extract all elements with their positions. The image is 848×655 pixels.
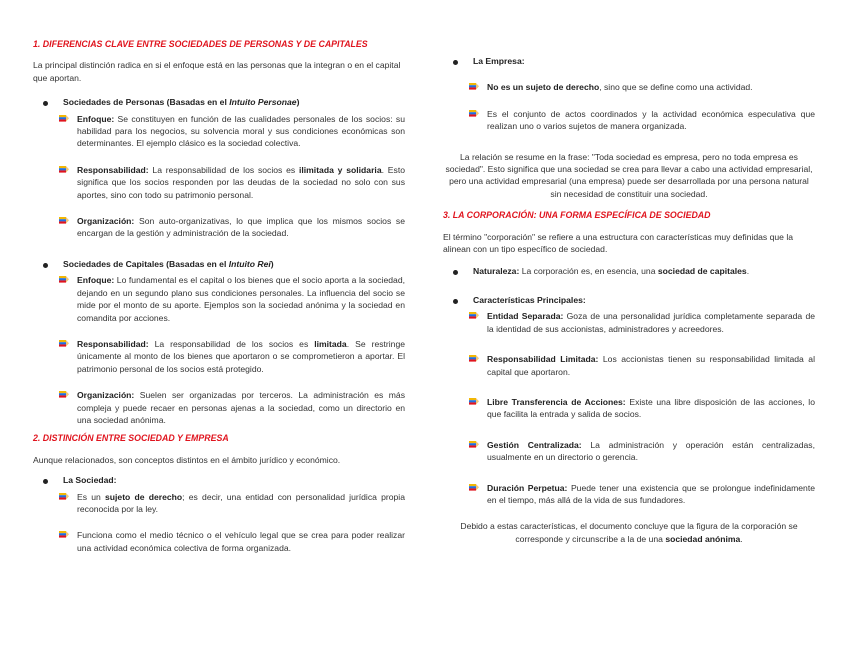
summary-paragraph: La relación se resume en la frase: "Toda sociedad es empresa, pero no toda empresa es sociedad". Esto significa que una sociedad se crea para llevar a cabo una actividad empresarial, pero una actividad empresarial (una empresa) puede ser desarrollada por una persona natural sin necesidad de constituir una sociedad. xyxy=(445,151,813,199)
pencil-icon xyxy=(59,530,69,540)
pencil-icon xyxy=(59,275,69,285)
list-item: Gestión Centralizada: La administración y operación están centralizadas, usualmente en un directorio o gerencia. xyxy=(465,439,815,464)
bullet-dot-icon xyxy=(43,263,48,268)
section-heading-3: 3. LA CORPORACIÓN: UNA FORMA ESPECÍFICA DE SOCIEDAD xyxy=(443,210,711,221)
pencil-icon xyxy=(469,311,479,321)
bullet-caracteristicas: Características Principales: xyxy=(443,294,815,306)
section-heading-1: 1. DIFERENCIAS CLAVE ENTRE SOCIEDADES DE PERSONAS Y DE CAPITALES xyxy=(33,39,368,49)
conclusion-paragraph: Debido a estas características, el documento concluye que la figura de la corporación se corresponde y circunscribe a la de una sociedad anónima. xyxy=(460,521,798,544)
bullet-dot-icon xyxy=(43,479,48,484)
bullet-la-sociedad: La Sociedad: xyxy=(33,474,405,486)
list-item: Es el conjunto de actos coordinados y la actividad económica especulativa que realizan uno o varios sujetos de manera organizada. xyxy=(465,108,815,133)
list-item: Duración Perpetua: Puede tener una existencia que se prolongue indefinidamente en el tiempo, más allá de la vida de sus fundadores. xyxy=(465,482,815,507)
section-3-intro: El término "corporación" se refiere a una estructura con características muy definidas que la alinean con un tipo específico de sociedad. xyxy=(443,231,794,255)
pencil-icon xyxy=(469,109,479,119)
pencil-icon xyxy=(59,492,69,502)
bullet-sociedades-personas: Sociedades de Personas (Basadas en el Intuito Personae) xyxy=(33,96,405,108)
list-item: Entidad Separada: Goza de una personalidad jurídica completamente separada de la identidad de sus accionistas, administradores y acreedores. xyxy=(465,310,815,335)
list-item: No es un sujeto de derecho, sino que se define como una actividad. xyxy=(465,81,815,93)
list-item: Enfoque: Se constituyen en función de las cualidades personales de los socios: su habilidad para los negocios, su solvencia moral y sus condiciones económicas son determinantes. El ejemplo clásico es la sociedad colectiva. xyxy=(55,113,405,150)
pencil-icon xyxy=(469,440,479,450)
right-column xyxy=(443,55,815,557)
pencil-icon xyxy=(469,397,479,407)
pencil-icon xyxy=(59,165,69,175)
pencil-icon xyxy=(469,354,479,364)
list-item: Organización: Suelen ser organizadas por terceros. La administración es más compleja y puede recaer en personas ajenas a la sociedad, como un directorio en una sociedad anónima. xyxy=(55,389,405,426)
list-item: Organización: Son auto-organizativas, lo que implica que los mismos socios se encargan de la gestión y administración de la sociedad. xyxy=(55,215,405,240)
left-column xyxy=(33,38,405,572)
section-heading-2: 2. DISTINCIÓN ENTRE SOCIEDAD Y EMPRESA xyxy=(33,433,229,444)
bullet-dot-icon xyxy=(453,270,458,275)
section-1-intro: La principal distinción radica en si el enfoque está en las personas que la integran o en el capital que aportan. xyxy=(33,60,401,83)
list-item: Libre Transferencia de Acciones: Existe una libre disposición de las acciones, lo que facilita la entrada y salida de socios. xyxy=(465,396,815,421)
pencil-icon xyxy=(59,390,69,400)
pencil-icon xyxy=(59,114,69,124)
pencil-icon xyxy=(59,216,69,226)
pencil-icon xyxy=(469,82,479,92)
bullet-sociedades-capitales: Sociedades de Capitales (Basadas en el Intuito Rei) xyxy=(33,258,405,270)
list-item: Responsabilidad Limitada: Los accionistas tienen su responsabilidad limitada al capital que aportaron. xyxy=(465,353,815,378)
list-item: Funciona como el medio técnico o el vehículo legal que se crea para poder realizar una actividad económica colectiva de forma organizada. xyxy=(55,529,405,554)
list-item: Responsabilidad: La responsabilidad de los socios es limitada. Se restringe únicamente al monto de los bienes que aportaron o se comprometieron a aportar. El patrimonio personal de los socios está protegido. xyxy=(55,338,405,375)
bullet-dot-icon xyxy=(43,101,48,106)
bullet-dot-icon xyxy=(453,299,458,304)
bullet-dot-icon xyxy=(453,60,458,65)
bullet-naturaleza: Naturaleza: La corporación es, en esencia, una sociedad de capitales. xyxy=(443,265,815,277)
pencil-icon xyxy=(469,483,479,493)
bullet-la-empresa: La Empresa: xyxy=(443,55,815,67)
list-item: Responsabilidad: La responsabilidad de los socios es ilimitada y solidaria. Esto significa que los socios responden por las deudas de la sociedad no solo con sus aportes, sino con todo su patrimonio personal. xyxy=(55,164,405,201)
list-item: Enfoque: Lo fundamental es el capital o los bienes que el socio aporta a la sociedad, dejando en un segundo plano sus condiciones personales. La influencia del socio se mide por el monto de su aporte. Ejemplos son la sociedad anónima y la sociedad en comandita por acciones. xyxy=(55,274,405,324)
list-item: Es un sujeto de derecho; es decir, una entidad con personalidad jurídica propia reconocida por la ley. xyxy=(55,491,405,516)
pencil-icon xyxy=(59,339,69,349)
section-2-intro: Aunque relacionados, son conceptos distintos en el ámbito jurídico y económico. xyxy=(33,454,341,465)
